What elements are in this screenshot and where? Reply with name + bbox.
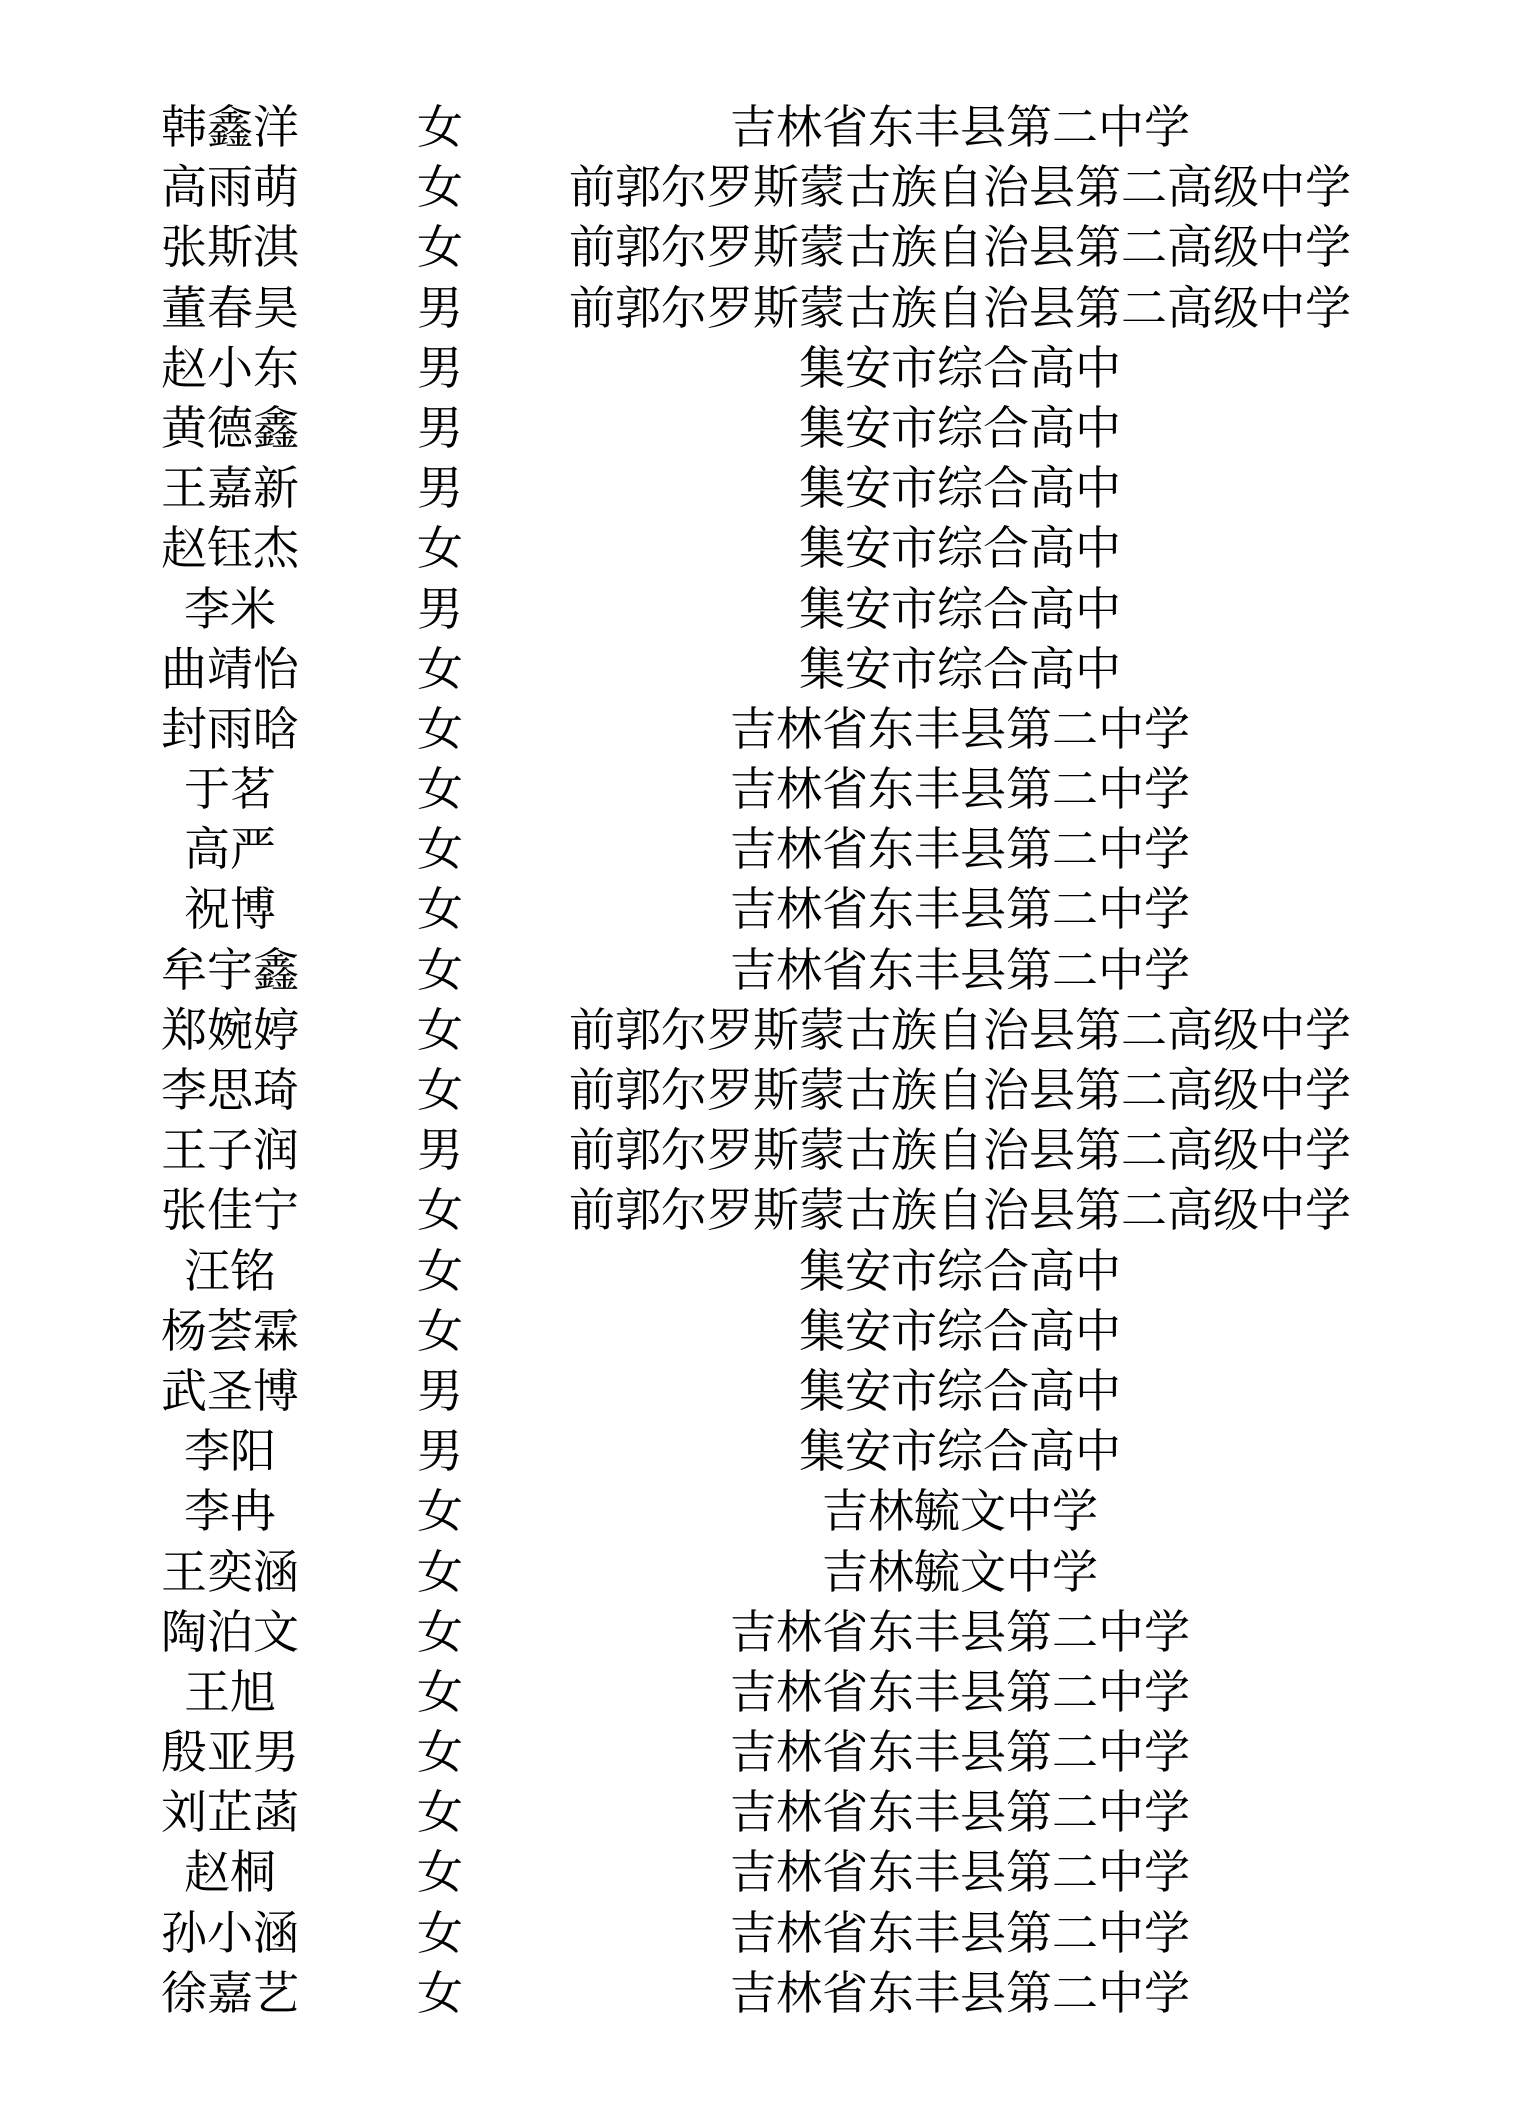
student-school: 集安市综合高中 [799, 1243, 1121, 1298]
student-name: 王嘉新 [161, 461, 299, 516]
student-name: 孙小涵 [161, 1905, 299, 1960]
student-gender: 女 [417, 1845, 463, 1900]
student-school: 吉林省东丰县第二中学 [730, 1604, 1190, 1659]
list-row [0, 1301, 1522, 1361]
list-row [0, 699, 1522, 759]
student-school: 吉林省东丰县第二中学 [730, 882, 1190, 937]
student-school: 前郭尔罗斯蒙古族自治县第二高级中学 [569, 280, 1351, 335]
student-name: 李阳 [184, 1424, 276, 1479]
student-name: 陶泊文 [161, 1604, 299, 1659]
student-gender: 女 [417, 1243, 463, 1298]
student-name: 徐嘉艺 [161, 1965, 299, 2020]
list-row [0, 97, 1522, 157]
student-name: 曲靖怡 [161, 641, 299, 696]
student-gender: 男 [417, 280, 463, 335]
student-school: 前郭尔罗斯蒙古族自治县第二高级中学 [569, 1063, 1351, 1117]
student-gender: 女 [417, 701, 463, 756]
student-gender: 男 [417, 400, 463, 455]
list-row [0, 1662, 1522, 1722]
student-school: 吉林省东丰县第二中学 [730, 1905, 1190, 1960]
student-gender: 女 [417, 1002, 463, 1057]
student-school: 前郭尔罗斯蒙古族自治县第二高级中学 [569, 1002, 1351, 1057]
list-row [0, 1542, 1522, 1602]
student-name: 李冉 [184, 1484, 276, 1539]
student-school: 吉林省东丰县第二中学 [730, 100, 1190, 154]
student-school: 前郭尔罗斯蒙古族自治县第二高级中学 [569, 220, 1351, 275]
student-gender: 男 [417, 461, 463, 516]
student-school: 吉林省东丰县第二中学 [730, 762, 1190, 817]
student-name: 王奕涵 [161, 1544, 299, 1599]
student-gender: 男 [417, 1123, 463, 1178]
student-name: 郑婉婷 [161, 1002, 299, 1057]
student-school: 吉林省东丰县第二中学 [730, 1965, 1190, 2020]
list-row [0, 217, 1522, 277]
student-gender: 女 [417, 100, 463, 154]
student-name: 汪铭 [184, 1243, 276, 1298]
list-row [0, 1602, 1522, 1662]
student-name: 封雨晗 [161, 701, 299, 756]
list-row [0, 1421, 1522, 1481]
student-school: 吉林省东丰县第二中学 [730, 1845, 1190, 1900]
student-name: 刘芷菡 [161, 1785, 299, 1840]
student-name: 高严 [184, 822, 276, 877]
list-row [0, 639, 1522, 699]
list-row [0, 1241, 1522, 1301]
student-gender: 女 [417, 1303, 463, 1358]
list-row [0, 1000, 1522, 1060]
list-row [0, 1842, 1522, 1902]
student-gender: 男 [417, 1424, 463, 1479]
student-school: 前郭尔罗斯蒙古族自治县第二高级中学 [569, 1183, 1351, 1238]
student-school: 集安市综合高中 [799, 400, 1121, 455]
student-gender: 女 [417, 1484, 463, 1539]
student-school: 集安市综合高中 [799, 1303, 1121, 1358]
student-name: 牟宇鑫 [161, 942, 299, 997]
student-name: 祝博 [184, 882, 276, 937]
student-school: 前郭尔罗斯蒙古族自治县第二高级中学 [569, 1123, 1351, 1178]
student-name: 赵桐 [184, 1845, 276, 1900]
student-gender: 男 [417, 340, 463, 395]
student-name: 赵钰杰 [161, 521, 299, 576]
list-row [0, 879, 1522, 939]
student-school: 集安市综合高中 [799, 521, 1121, 576]
student-school: 吉林毓文中学 [822, 1544, 1098, 1599]
student-school: 吉林省东丰县第二中学 [730, 822, 1190, 877]
list-row [0, 1963, 1522, 2023]
list-row [0, 398, 1522, 458]
student-name: 杨荟霖 [161, 1303, 299, 1358]
list-row [0, 278, 1522, 338]
student-school: 集安市综合高中 [799, 1424, 1121, 1479]
student-gender: 男 [417, 581, 463, 636]
list-row [0, 1120, 1522, 1180]
list-row [0, 157, 1522, 217]
student-name: 张斯淇 [161, 220, 299, 275]
student-gender: 女 [417, 1664, 463, 1719]
student-gender: 女 [417, 822, 463, 877]
student-gender: 女 [417, 1965, 463, 2020]
student-gender: 女 [417, 1544, 463, 1599]
list-row [0, 1361, 1522, 1421]
student-school: 吉林省东丰县第二中学 [730, 701, 1190, 756]
list-row [0, 1481, 1522, 1541]
list-row [0, 338, 1522, 398]
student-gender: 女 [417, 521, 463, 576]
student-school: 集安市综合高中 [799, 581, 1121, 636]
student-name: 王子润 [161, 1123, 299, 1178]
student-gender: 女 [417, 1905, 463, 1960]
student-name: 武圣博 [161, 1363, 299, 1418]
student-gender: 女 [417, 1183, 463, 1238]
student-school: 前郭尔罗斯蒙古族自治县第二高级中学 [569, 160, 1351, 215]
student-name: 黄德鑫 [161, 400, 299, 455]
student-gender: 女 [417, 1604, 463, 1659]
student-name: 董春昊 [161, 280, 299, 335]
student-school: 吉林省东丰县第二中学 [730, 1785, 1190, 1840]
list-row [0, 579, 1522, 639]
student-school: 集安市综合高中 [799, 461, 1121, 516]
list-row [0, 458, 1522, 518]
list-row [0, 759, 1522, 819]
student-gender: 女 [417, 220, 463, 275]
list-row [0, 1180, 1522, 1240]
student-school: 集安市综合高中 [799, 1363, 1121, 1418]
student-name: 张佳宁 [161, 1183, 299, 1238]
student-name: 殷亚男 [161, 1725, 299, 1780]
list-row [0, 518, 1522, 578]
student-school: 吉林省东丰县第二中学 [730, 1664, 1190, 1719]
student-list [0, 97, 1522, 2023]
student-gender: 男 [417, 1363, 463, 1418]
student-name: 韩鑫洋 [161, 100, 299, 154]
student-gender: 女 [417, 882, 463, 937]
student-gender: 女 [417, 942, 463, 997]
student-gender: 女 [417, 1725, 463, 1780]
student-gender: 女 [417, 1063, 463, 1117]
list-row [0, 1060, 1522, 1120]
list-row [0, 1782, 1522, 1842]
student-gender: 女 [417, 160, 463, 215]
student-school: 集安市综合高中 [799, 340, 1121, 395]
student-name: 赵小东 [161, 340, 299, 395]
student-name: 于茗 [184, 762, 276, 817]
list-row [0, 1903, 1522, 1963]
list-row [0, 819, 1522, 879]
student-gender: 女 [417, 1785, 463, 1840]
student-school: 吉林省东丰县第二中学 [730, 942, 1190, 997]
student-name: 王旭 [184, 1664, 276, 1719]
student-gender: 女 [417, 641, 463, 696]
student-school: 吉林毓文中学 [822, 1484, 1098, 1539]
list-row [0, 940, 1522, 1000]
student-name: 李思琦 [161, 1063, 299, 1117]
student-school: 吉林省东丰县第二中学 [730, 1725, 1190, 1780]
student-name: 李米 [184, 581, 276, 636]
student-school: 集安市综合高中 [799, 641, 1121, 696]
student-name: 高雨萌 [161, 160, 299, 215]
list-row [0, 1722, 1522, 1782]
student-gender: 女 [417, 762, 463, 817]
